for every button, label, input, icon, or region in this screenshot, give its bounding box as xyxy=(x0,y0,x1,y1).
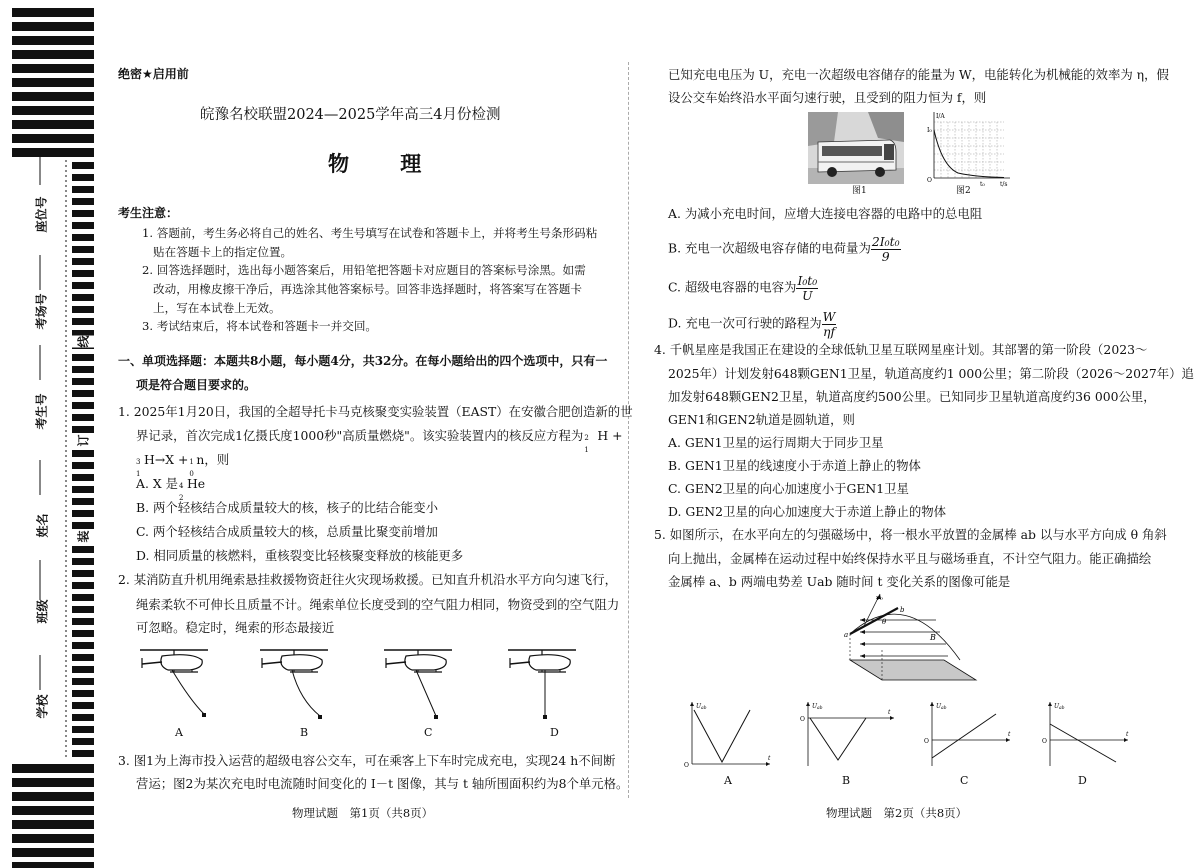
svg-text:O: O xyxy=(1042,738,1047,745)
q2-helicopter-figures xyxy=(130,640,600,740)
notice-line: 1. 答题前，考生务必将自己的姓名、考生号填写在试卷和答题卡上，并将考生号条形码粘 xyxy=(142,226,598,240)
q2-line2: 绳索柔软不可伸长且质量不计。绳索单位长度受到的空气阻力相同，物资受到的空气阻力 xyxy=(136,597,620,612)
svg-text:O: O xyxy=(927,177,932,184)
svg-text:ab: ab xyxy=(701,706,707,711)
svg-text:ab: ab xyxy=(1059,706,1065,711)
fig1-caption: 图1 xyxy=(852,186,867,196)
svg-text:t: t xyxy=(888,709,891,716)
seat-label: 座位号 xyxy=(34,196,49,233)
q2-line1: 2. 某消防直升机用绳索悬挂救援物资赶往火灾现场救援。已知直升机沿水平方向匀速飞行， xyxy=(118,572,617,587)
svg-text:U: U xyxy=(696,703,702,710)
seal-zhuang: 装 xyxy=(72,530,95,542)
notice-line: 上，写在本试卷上无效。 xyxy=(153,301,281,315)
svg-text:U: U xyxy=(812,703,818,710)
helicopter-c-icon xyxy=(384,650,452,672)
svg-text:B: B xyxy=(930,633,936,642)
helicopter-b-icon xyxy=(260,650,328,672)
svg-text:I₀: I₀ xyxy=(927,127,932,134)
q5-label-a: A xyxy=(724,774,732,787)
svg-text:O: O xyxy=(684,762,689,769)
binding-strip xyxy=(0,0,100,868)
column-divider xyxy=(628,62,629,798)
svg-text:t: t xyxy=(1008,731,1011,738)
q1-option-b: B. 两个轻核结合成质量较大的核，核子的比结合能变小 xyxy=(136,500,438,515)
svg-text:O: O xyxy=(800,716,805,723)
svg-text:t/s: t/s xyxy=(1000,181,1008,188)
q5-label-d: D xyxy=(1078,774,1087,787)
q1-option-d: D. 相同质量的核燃料，重核裂变比轻核聚变释放的核能更多 xyxy=(136,548,464,563)
q5-line2: 向上抛出，金属棒在运动过程中始终保持水平且与磁场垂直，不计空气阻力。能正确描绘 xyxy=(668,551,1152,566)
svg-text:O: O xyxy=(924,738,929,745)
helicopter-d-icon xyxy=(508,650,576,672)
q4-line1: 4. 千帆星座是我国正在建设的全球低轨卫星互联网星座计划。其部署的第一阶段（2023～ xyxy=(654,342,1148,357)
q1-option-c: C. 两个轻核结合成质量较大的核，总质量比聚变前增加 xyxy=(136,524,438,539)
q5-label-b: B xyxy=(842,774,851,787)
q2-label-b: B xyxy=(300,726,309,739)
q5-graph-d xyxy=(1040,698,1132,770)
q5-line1: 5. 如图所示，在水平向左的匀强磁场中，将一根水平放置的金属棒 ab 以与水平方向成 θ 角斜 xyxy=(654,527,1167,542)
svg-text:θ: θ xyxy=(882,618,887,626)
q4-option-b: B. GEN1卫星的线速度小于赤道上静止的物体 xyxy=(668,458,921,473)
q3-option-c: C. 超级电容器的电容为 $\frac{\text{I₀t₀}}{U}$ xyxy=(668,273,818,303)
q5-graph-b xyxy=(798,698,898,770)
svg-text:U: U xyxy=(1054,703,1060,710)
school-label: 学校 xyxy=(35,694,50,719)
svg-text:t: t xyxy=(768,755,771,762)
q5-line3: 金属棒 a、b 两端电势差 Uab 随时间 t 变化关系的图像可能是 xyxy=(668,574,1011,589)
page1-footer: 物理试题 第1页（共8页） xyxy=(292,806,434,820)
q3-line1: 3. 图1为上海市投入运营的超级电容公交车，可在乘客上下车时完成充电，实现24 h不间断 xyxy=(118,753,616,768)
notice-line: 贴在答题卡上的指定位置。 xyxy=(153,245,293,259)
q4-line4: GEN1和GEN2轨道是圆轨道，则 xyxy=(668,412,855,427)
notice-line: 改动，用橡皮擦干净后，再选涂其他答案标号。回答非选择题时，将答案写在答题卡 xyxy=(153,282,582,296)
seal-ding: 订 xyxy=(72,434,95,446)
svg-text:ab: ab xyxy=(817,706,823,711)
secret-mark: 绝密★启用前 xyxy=(118,67,189,81)
q5-label-c: C xyxy=(960,774,969,787)
svg-text:ab: ab xyxy=(941,706,947,711)
notice-title: 考生注意： xyxy=(118,206,179,220)
svg-text:v₀: v₀ xyxy=(876,594,883,602)
q4-option-d: D. GEN2卫星的向心加速度大于赤道上静止的物体 xyxy=(668,504,947,519)
subject-title: 物 理 xyxy=(328,151,444,176)
q3-cont-line2: 设公交车始终沿水平面匀速行驶，且受到的阻力恒为 f，则 xyxy=(668,90,987,105)
q4-option-c: C. GEN2卫星的向心加速度小于GEN1卫星 xyxy=(668,481,909,496)
bus-photo-icon xyxy=(808,112,904,184)
q3-option-b: B. 充电一次超级电容存储的电荷量为 $\frac{\text{2I₀t₀}}{9}$ xyxy=(668,234,900,264)
helicopter-a-icon xyxy=(140,650,208,672)
q1-line3: 3 1 H→X + 1 0 n，则 xyxy=(136,452,230,478)
fig2-caption: 图2 xyxy=(956,186,971,196)
q3-option-d: D. 充电一次可行驶的路程为 $\frac{W}{\eta f}$ xyxy=(668,309,836,339)
svg-text:U: U xyxy=(936,703,942,710)
seal-xian: 线 xyxy=(72,335,95,347)
q2-label-d: D xyxy=(550,726,559,739)
q5-graph-c xyxy=(922,698,1014,770)
q3-cont-line1: 已知充电电压为 U，充电一次超级电容储存的能量为 W，电能转化为机械能的效率为 η，假 xyxy=(668,67,1169,82)
notice-line: 2. 回答选择题时，选出每小题答案后，用铅笔把答题卡对应题目的答案标号涂黑。如需 xyxy=(142,263,586,277)
fig2-it-graph xyxy=(920,110,1012,190)
svg-text:I/A: I/A xyxy=(936,113,945,120)
exam-no-label: 考生号 xyxy=(34,393,49,430)
class-label: 班级 xyxy=(35,599,50,624)
name-label: 姓名 xyxy=(35,513,50,538)
q2-label-c: C xyxy=(424,726,433,739)
svg-text:t₀: t₀ xyxy=(980,181,985,188)
q4-line2: 2025年）计划发射648颗GEN1卫星，轨道高度约1 000公里；第二阶段（2026～2027年）追 xyxy=(668,366,1194,381)
q4-option-a: A. GEN1卫星的运行周期大于同步卫星 xyxy=(668,435,884,450)
q5-field-figure xyxy=(836,590,986,695)
q2-label-a: A xyxy=(175,726,183,739)
section1-heading: 一、单项选择题：本题共8小题，每小题4分，共32分。在每小题给出的四个选项中，只有一 xyxy=(118,354,608,368)
svg-text:b: b xyxy=(900,606,905,614)
q3-line2: 营运；图2为某次充电时电流随时间变化的 I－t 图像，其与 t 轴所围面积约为8个单元格。 xyxy=(136,776,629,791)
q1-line1: 1. 2025年1月20日，我国的全超导托卡马克核聚变实验装置（EAST）在安徽合肥创造新的世 xyxy=(118,404,633,419)
svg-text:t: t xyxy=(1126,731,1129,738)
section1-heading-cont: 项是符合题目要求的。 xyxy=(136,378,257,392)
q5-graph-a xyxy=(682,698,774,770)
q3-option-a: A. 为减小充电时间，应增大连接电容器的电路中的总电阻 xyxy=(668,206,983,221)
room-label: 考场号 xyxy=(34,293,49,330)
q4-line3: 加发射648颗GEN2卫星，轨道高度约500公里。已知同步卫星轨道高度约36 000公里， xyxy=(668,389,1156,404)
notice-line: 3. 考试结束后，将本试卷和答题卡一并交回。 xyxy=(142,319,378,333)
q2-line3: 可忽略。稳定时，绳索的形态最接近 xyxy=(136,620,335,635)
page2-footer: 物理试题 第2页（共8页） xyxy=(826,806,968,820)
q1-option-a: A. X 是 4 2 He xyxy=(136,476,206,502)
exam-title: 皖豫名校联盟2024—2025学年高三4月份检测 xyxy=(200,107,501,123)
svg-text:a: a xyxy=(844,631,849,639)
q1-line2: 界记录，首次完成1亿摄氏度1000秒"高质量燃烧"。该实验装置内的核反应方程为 2 1 H + xyxy=(136,428,623,454)
